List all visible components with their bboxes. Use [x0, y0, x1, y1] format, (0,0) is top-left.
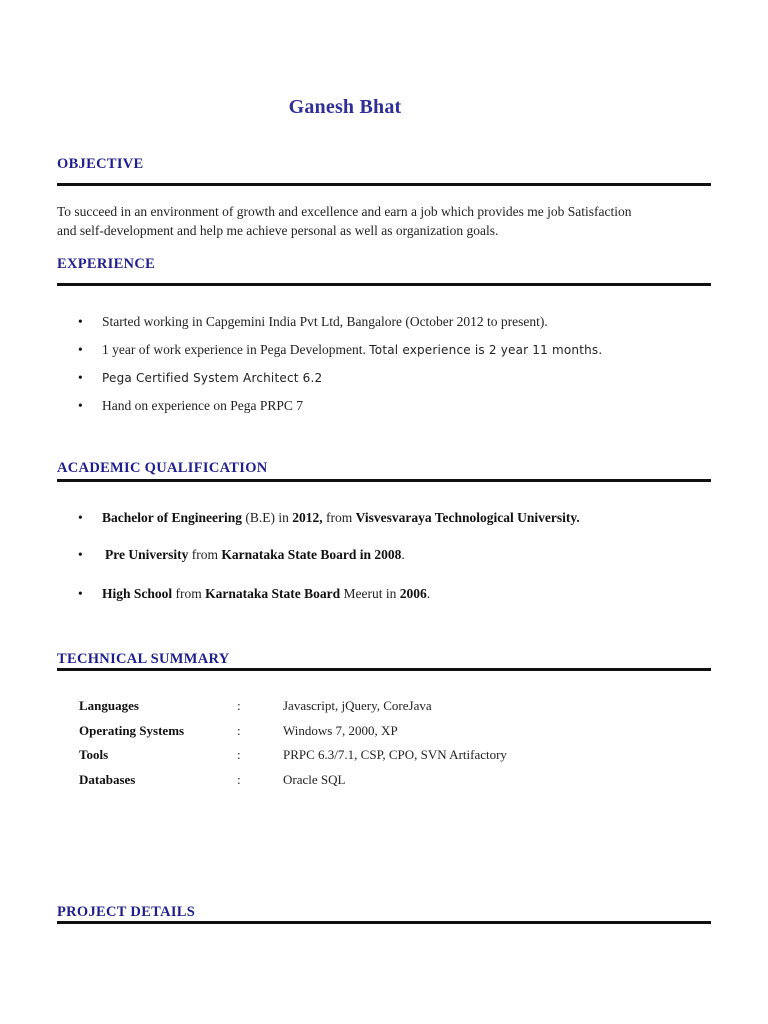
bullet-icon: • — [78, 510, 83, 525]
operating-systems-label: Operating Systems — [79, 723, 185, 738]
bullet-icon: • — [78, 398, 83, 413]
experience-item-2-part-a: 1 year of work experience in Pega Development. — [102, 342, 366, 357]
experience-item-4: Hand on experience on Pega PRPC 7 — [102, 398, 303, 413]
academic-item-2 — [105, 547, 405, 563]
experience-item-1: Started working in Capgemini India Pvt Ltd, Bangalore (October 2012 to present). — [102, 314, 548, 329]
project-heading: PROJECT DETAILS — [57, 904, 196, 920]
separator: : — [237, 698, 241, 713]
databases-value: Oracle SQL — [283, 772, 346, 787]
experience-item-2 — [102, 342, 602, 358]
academic-item-1 — [102, 510, 580, 526]
objective-line-1: To succeed in an environment of growth and excellence and earn a job which provides me job Satisfaction — [57, 204, 632, 219]
academic-item-3-period: . — [426, 586, 431, 601]
school-board: Karnataka State Board — [205, 586, 341, 601]
degree-year: 2012, — [292, 510, 323, 525]
academic-item-1-text: (B.E) in — [242, 510, 293, 525]
experience-heading: EXPERIENCE — [57, 256, 156, 272]
academic-heading: ACADEMIC QUALIFICATION — [57, 460, 268, 476]
bullet-icon: • — [78, 586, 83, 601]
pu-name: Pre University — [105, 547, 189, 562]
separator: : — [237, 772, 241, 787]
academic-divider — [57, 479, 711, 482]
academic-item-3-from: from — [172, 586, 206, 601]
experience-divider — [57, 283, 711, 286]
objective-heading: OBJECTIVE — [57, 156, 144, 172]
objective-divider — [57, 183, 711, 186]
school-year: 2006 — [399, 586, 427, 601]
technical-heading: TECHNICAL SUMMARY — [57, 651, 230, 667]
project-divider — [57, 921, 711, 924]
bullet-icon: • — [78, 342, 83, 357]
experience-item-3: Pega Certified System Architect 6.2 — [102, 371, 323, 385]
objective-text — [57, 202, 717, 240]
academic-item-1-from: from — [322, 510, 356, 525]
school-name: High School — [102, 586, 173, 601]
experience-item-2-part-b: Total experience is 2 year 11 months. — [369, 343, 603, 357]
databases-label: Databases — [79, 772, 136, 787]
academic-item-2-period: . — [401, 547, 405, 562]
candidate-name: Ganesh Bhat — [288, 96, 402, 118]
languages-value: Javascript, jQuery, CoreJava — [283, 698, 432, 713]
degree-name: Bachelor of Engineering — [102, 510, 242, 525]
bullet-icon: • — [78, 314, 83, 329]
operating-systems-value: Windows 7, 2000, XP — [283, 723, 398, 738]
separator: : — [237, 723, 241, 738]
university-name: Visvesvaraya Technological University. — [355, 510, 580, 525]
separator: : — [237, 747, 241, 762]
bullet-icon: • — [78, 370, 83, 385]
languages-label: Languages — [79, 698, 139, 713]
academic-item-2-from: from — [188, 547, 222, 562]
objective-line-2: and self-development and help me achieve personal as well as organization goals. — [57, 223, 499, 238]
academic-item-3-location: Meerut in — [340, 586, 400, 601]
tools-value: PRPC 6.3/7.1, CSP, CPO, SVN Artifactory — [283, 747, 507, 762]
academic-item-3 — [102, 586, 430, 602]
technical-divider — [57, 668, 711, 671]
tools-label: Tools — [79, 747, 109, 762]
pu-board: Karnataka State Board in 2008 — [221, 547, 402, 562]
bullet-icon: • — [78, 547, 83, 562]
